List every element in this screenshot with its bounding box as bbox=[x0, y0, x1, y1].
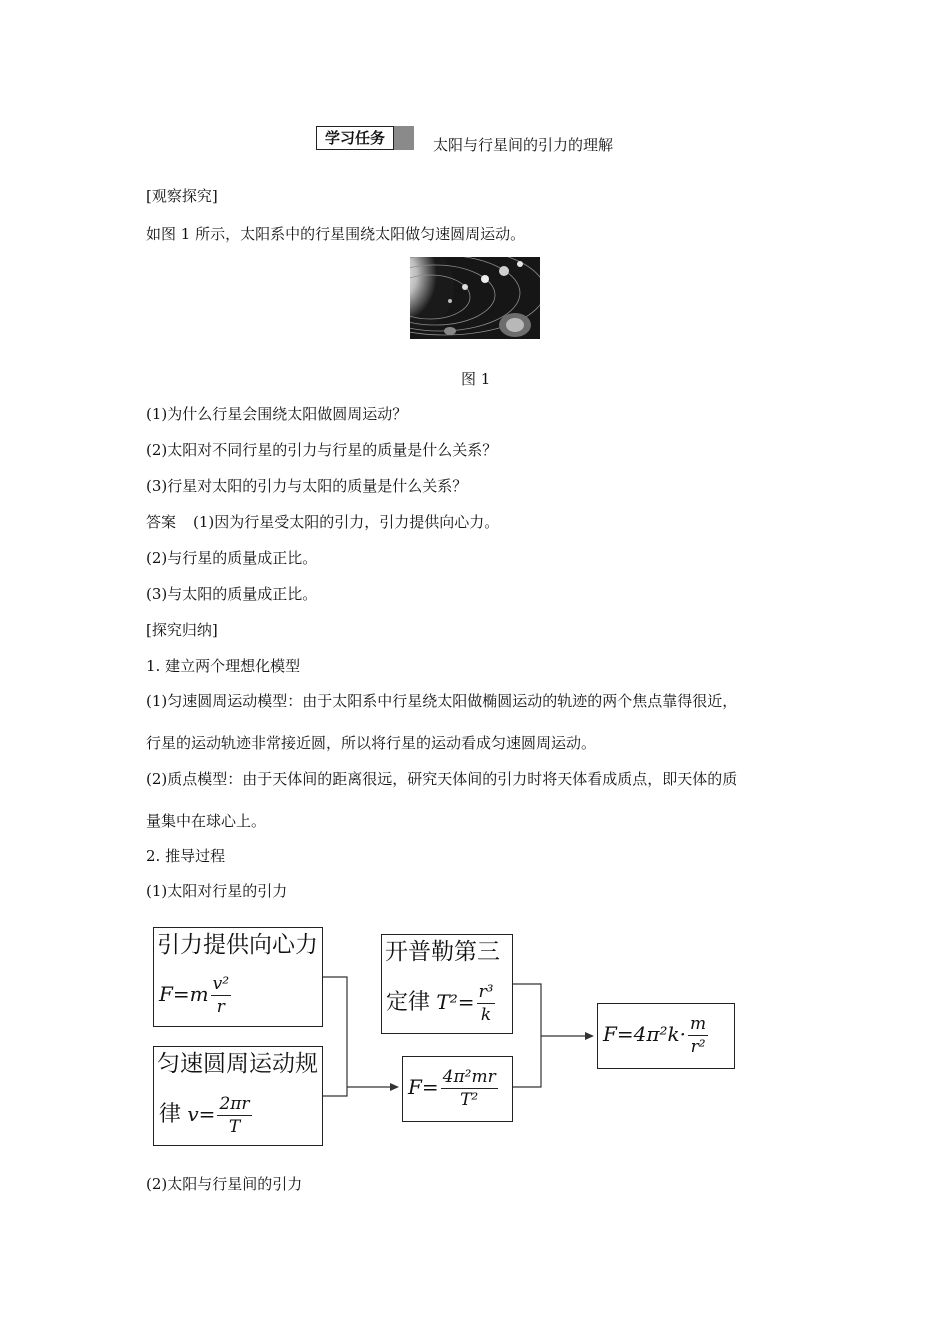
box5-den: r² bbox=[690, 1037, 706, 1057]
box4-den: T² bbox=[460, 1090, 479, 1110]
box1-formula bbox=[159, 973, 233, 1018]
box3-formula bbox=[386, 981, 497, 1026]
box1-num: v² bbox=[212, 974, 230, 994]
question-3: (3)行星对太阳的引力与太阳的质量是什么关系？ bbox=[146, 477, 468, 495]
item1-p1-line1: (1)匀速圆周运动模型：由于太阳系中行星绕太阳做椭圆运动的轨迹的两个焦点靠得很近， bbox=[146, 692, 738, 710]
item2-title: 2. 推导过程 bbox=[146, 847, 226, 865]
question-2: (2)太阳对不同行星的引力与行星的质量是什么关系？ bbox=[146, 441, 498, 459]
question-1: (1)为什么行星会围绕太阳做圆周运动？ bbox=[146, 405, 408, 423]
observe-heading: [观察探究] bbox=[146, 187, 218, 205]
box1-lhs: F=m bbox=[159, 982, 209, 1006]
observe-intro: 如图 1 所示，太阳系中的行星围绕太阳做匀速圆周运动。 bbox=[146, 225, 526, 243]
box2-prefix: 律 bbox=[159, 1102, 182, 1127]
section-tag-label: 学习任务 bbox=[316, 126, 394, 150]
answer-label: 答案 bbox=[146, 513, 177, 531]
box3-lhs: T²= bbox=[436, 990, 475, 1014]
box-result bbox=[597, 1003, 735, 1069]
box2-num: 2πr bbox=[219, 1094, 250, 1114]
section-title: 太阳与行星间的引力的理解 bbox=[433, 136, 614, 154]
summary-heading: [探究归纳] bbox=[146, 621, 218, 639]
box1-den: r bbox=[216, 997, 225, 1017]
item2-sub2: (2)太阳与行星间的引力 bbox=[146, 1175, 303, 1193]
box2-title: 匀速圆周运动规 bbox=[157, 1051, 318, 1077]
box2-lhs: v= bbox=[187, 1102, 216, 1126]
item2-sub1: (1)太阳对行星的引力 bbox=[146, 882, 288, 900]
box2-den: T bbox=[228, 1117, 241, 1137]
box5-formula bbox=[603, 1013, 710, 1058]
item1-p2-line1: (2)质点模型：由于天体间的距离很远，研究天体间的引力时将天体看成质点，即天体的质 bbox=[146, 770, 738, 788]
box4-lhs: F= bbox=[408, 1075, 439, 1099]
box5-num: m bbox=[690, 1014, 707, 1034]
item1-p2-line2: 量集中在球心上。 bbox=[146, 812, 267, 830]
box-circular-motion bbox=[153, 1046, 323, 1146]
answer-3: (3)与太阳的质量成正比。 bbox=[146, 585, 318, 603]
box3-den: k bbox=[480, 1005, 492, 1025]
box4-formula bbox=[408, 1066, 500, 1111]
box-kepler bbox=[381, 934, 513, 1034]
box-force-derived bbox=[402, 1056, 513, 1122]
box5-lhs: F=4π²k· bbox=[603, 1022, 686, 1046]
box3-num: r³ bbox=[478, 982, 494, 1002]
item1-title: 1. 建立两个理想化模型 bbox=[146, 657, 301, 675]
box3-title: 开普勒第三 bbox=[385, 939, 500, 965]
box2-formula bbox=[159, 1093, 254, 1138]
answer-1: (1)因为行星受太阳的引力，引力提供向心力。 bbox=[193, 513, 500, 531]
answer-2: (2)与行星的质量成正比。 bbox=[146, 549, 318, 567]
figure-caption: 图 1 bbox=[461, 370, 491, 388]
box-centripetal bbox=[153, 927, 323, 1027]
box1-title: 引力提供向心力 bbox=[157, 932, 318, 958]
box4-num: 4π²mr bbox=[442, 1067, 496, 1087]
box3-prefix: 定律 bbox=[386, 990, 431, 1015]
item1-p1-line2: 行星的运动轨迹非常接近圆，所以将行星的运动看成匀速圆周运动。 bbox=[146, 734, 597, 752]
